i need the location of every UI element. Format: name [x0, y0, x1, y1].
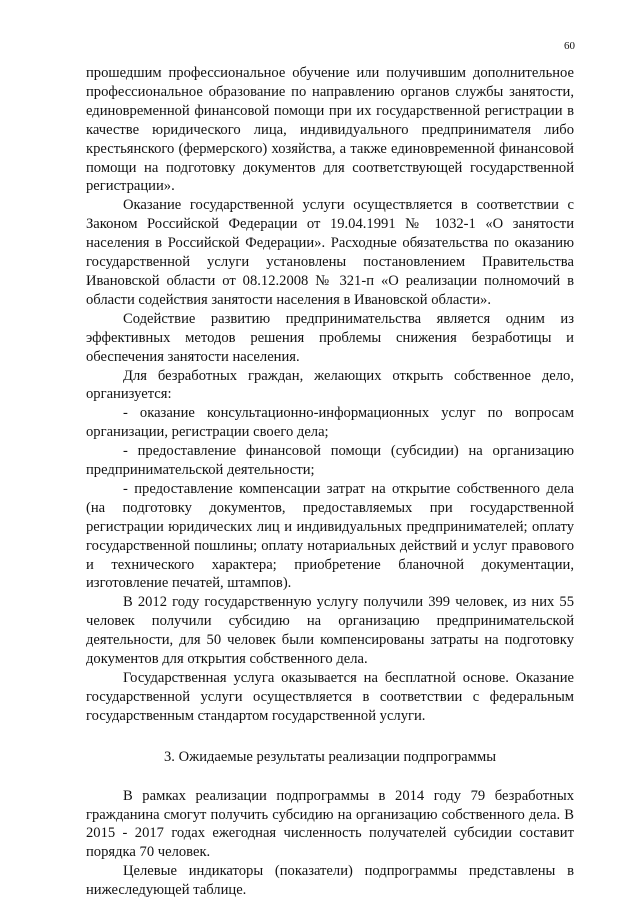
paragraph-2012-results: В 2012 году государственную услугу получили 399 человек, из них 55 человек получили субсидию на организацию предпринимательской деятельности, для 50 человек были компенсированы затраты на подготовку документов для открытия собственного дела. [86, 594, 574, 668]
paragraph-target-indicators: Целевые индикаторы (показатели) подпрограммы представлены в нижеследующей таблице. [86, 863, 574, 899]
section-heading: 3. Ожидаемые результаты реализации подпрограммы [163, 748, 497, 765]
list-item-compensation: - предоставление компенсации затрат на открытие собственного дела (на подготовку документов, предоставляемых при государственной регистрации юридических лиц и индивидуальных предпринимателей; оплату государственной пошлины; оплату нотариальных действий и услуг правового и технического характера; приобретение бланочной документации, изготовление печатей, штампов). [86, 480, 574, 592]
paragraph-organized-services: Для безработных граждан, желающих открыть собственное дело, организуется: [86, 367, 574, 403]
paragraph-legal-basis: Оказание государственной услуги осуществляется в соответствии с Законом Российской Федерации от 19.04.1991 № 1032-1 «О занятости населения в Российской Федерации». Расходные обязательства по оказанию государственной услуги установлены постановлением Правительства Ивановской области от 08.12.2008 № 321-п «О реализации полномочий в области содействия занятости населения в Ивановской области». [86, 197, 574, 308]
list-item-consulting: - оказание консультационно-информационных услуг по вопросам организации, регистрации своего дела; [86, 405, 574, 441]
paragraph-continuation: прошедшим профессиональное обучение или получившим дополнительное профессиональное образование по направлению органов службы занятости, единовременной финансовой помощи при их государственной регистрации в качестве юридического лица, индивидуального предпринимателя либо крестьянского (фермерского) хозяйства, а также единовременной финансовой помощи на подготовку документов для соответствующей государственной регистрации». [86, 65, 574, 195]
paragraph-entrepreneurship: Содействие развитию предпринимательства является одним из эффективных методов решения проблемы снижения безработицы и обеспечения занятости населения. [86, 310, 574, 365]
paragraph-expected-results: В рамках реализации подпрограммы в 2014 году 79 безработных гражданина смогут получить субсидию на организацию собственного дела. В 2015 - 2017 годах ежегодная численность получателей субсидии составит порядка 70 человек. [86, 787, 574, 861]
document-body [86, 64, 574, 900]
paragraph-free-service: Государственная услуга оказывается на бесплатной основе. Оказание государственной услуги осуществляется в соответствии с федеральным государственным стандартом государственной услуги. [86, 670, 574, 724]
list-item-subsidy: - предоставление финансовой помощи (субсидии) на организацию предпринимательской деятельности; [86, 443, 574, 479]
page-number: 60 [564, 40, 575, 52]
